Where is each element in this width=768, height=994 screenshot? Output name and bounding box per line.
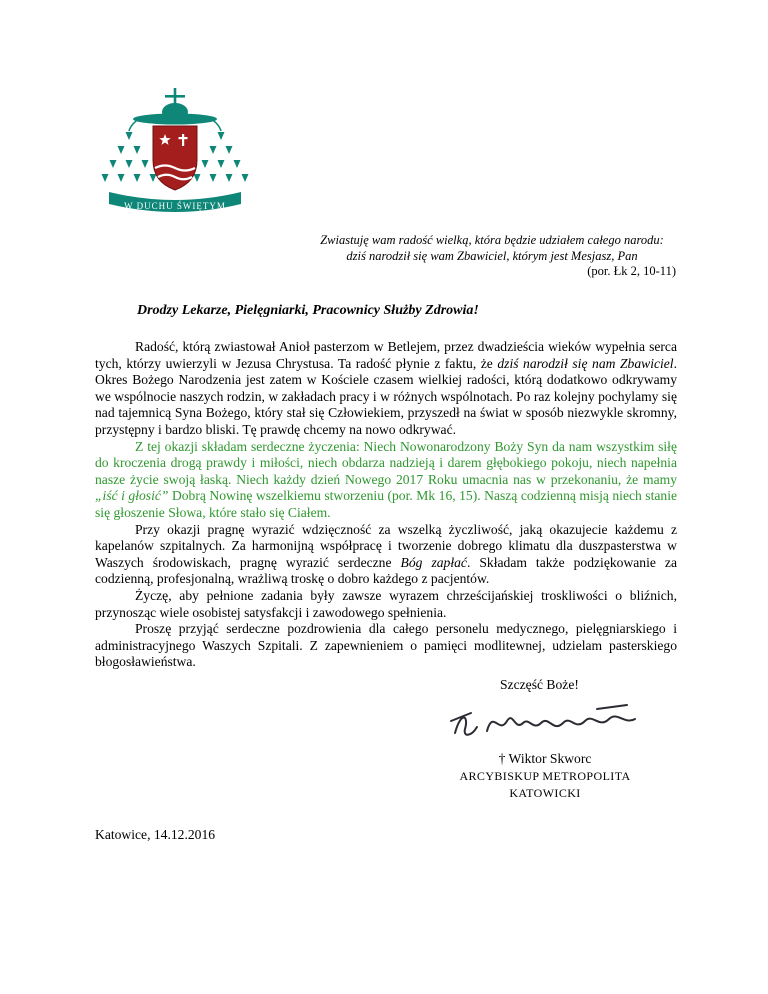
paragraph-3 — [95, 522, 677, 588]
motto-text: W DUCHU ŚWIĘTYM — [124, 201, 226, 211]
paragraph-3-text: Przy okazji pragnę wyrazić wdzięczność za wszelką życzliwość, jaką okazujecie każdemu z kapelanów szpitalnych. Za harmonijną współpracę i tworzenie dobrego klimatu dla duszpasterstwa w Waszych środowiskach, pragnę wyrazić serdeczne — [95, 521, 677, 570]
salutation: Drodzy Lekarze, Pielęgniarki, Pracownicy Służby Zdrowia! — [137, 303, 479, 318]
quote-reference: (por. Łk 2, 10-11) — [587, 264, 676, 279]
paragraph-4: Życzę, aby pełnione zadania były zawsze wyrazem chrześcijańskiej troskliwości o bliźnich, przynosząc wiele osobistej satysfakcji i zawodowego spełnienia. — [95, 587, 677, 620]
paragraph-2-text-end: Dobrą Nowinę wszelkiemu stworzeniu (por. Mk 16, 15). Naszą codzienną misją niech stanie się głoszenie Słowa, które stało się Ciałem. — [95, 488, 678, 520]
coat-of-arms — [95, 88, 255, 223]
paragraph-5: Proszę przyjąć serdeczne pozdrowienia dla całego personelu medycznego, pielęgniarskiego i administracyjnego Waszych Szpitali. Z zapewnieniem o pamięci modlitewnej, udzielam pasterskiego błogosławieństwa. — [95, 621, 677, 670]
letter-body — [95, 339, 677, 844]
paragraph-2-emphasis: „iść i głosić” — [95, 488, 169, 504]
quote-line-1: Zwiastuję wam radość wielką, która będzie udziałem całego narodu: — [320, 233, 664, 247]
paragraph-3-emphasis: Bóg zapłać — [400, 554, 467, 570]
cord-right — [211, 119, 221, 131]
galero-hat-icon — [133, 103, 217, 125]
cord-left — [129, 119, 139, 131]
paragraph-1-text: Radość, którą zwiastował Anioł pasterzom w Betlejem, przez dwadzieścia wieków wypełnia serca tych, którzy uwierzyli w Jezusa Chrystusa. Ta radość płynie z faktu, że — [95, 339, 677, 371]
paragraph-3-text-end: . Składam także podziękowanie za codzienną, profesjonalną, wrażliwą troskę o dobro każdego z pacjentów. — [95, 554, 677, 587]
handwritten-signature — [447, 697, 642, 749]
signatory-title-line-1: ARCYBISKUP METROPOLITA — [459, 769, 631, 784]
signatory-title-line-2: KATOWICKI — [509, 785, 581, 800]
paragraph-1-emphasis: dziś narodził się nam Zbawiciel — [497, 355, 674, 371]
motto-banner — [109, 192, 241, 212]
closing-blessing: Szczęść Boże! — [500, 676, 579, 692]
signatory-name: † Wiktor Skworc — [498, 751, 592, 767]
coat-of-arms-graphic — [95, 88, 255, 223]
paragraph-1-text-end: . Okres Bożego Narodzenia jest zatem w Kościele czasem wielkiej radości, którą dodatkowo odkrywamy we wspólnocie naszych rodzin, w zakładach pracy i w różnych wspólnotach. Po raz kolejny pochylamy się nad tajemnicą Syna Bożego, który stał się Człowiekiem, przyszedł na świat w sposób niezwykle skromny, przystępny i bardzo bliski. Tę prawdę chcemy na nowo odkrywać. — [95, 355, 677, 437]
paragraph-2-text: Z tej okazji składam serdeczne życzenia: Niech Nowonarodzony Boży Syn da nam wszystkim siłę do kroczenia drogą prawdy i miłości, niech obdarza nadzieją i darem głębokiego pokoju, niech napełnia nasze życie swoją łaską. Niech każdy dzień Nowego 2017 Roku umacnia nas w przekonaniu, że mamy — [95, 438, 677, 487]
shield-icon — [153, 126, 197, 190]
quote-line-2: dziś narodził się wam Zbawiciel, którym jest Mesjasz, Pan — [346, 248, 638, 263]
scripture-quote — [308, 233, 676, 280]
paragraph-2-wishes — [95, 439, 677, 522]
dateline: Katowice, 14.12.2016 — [95, 827, 216, 843]
signature-block — [420, 751, 670, 801]
tassels-left-icon — [102, 132, 157, 182]
tassels-right-icon — [194, 132, 249, 182]
paragraph-1 — [95, 339, 677, 439]
